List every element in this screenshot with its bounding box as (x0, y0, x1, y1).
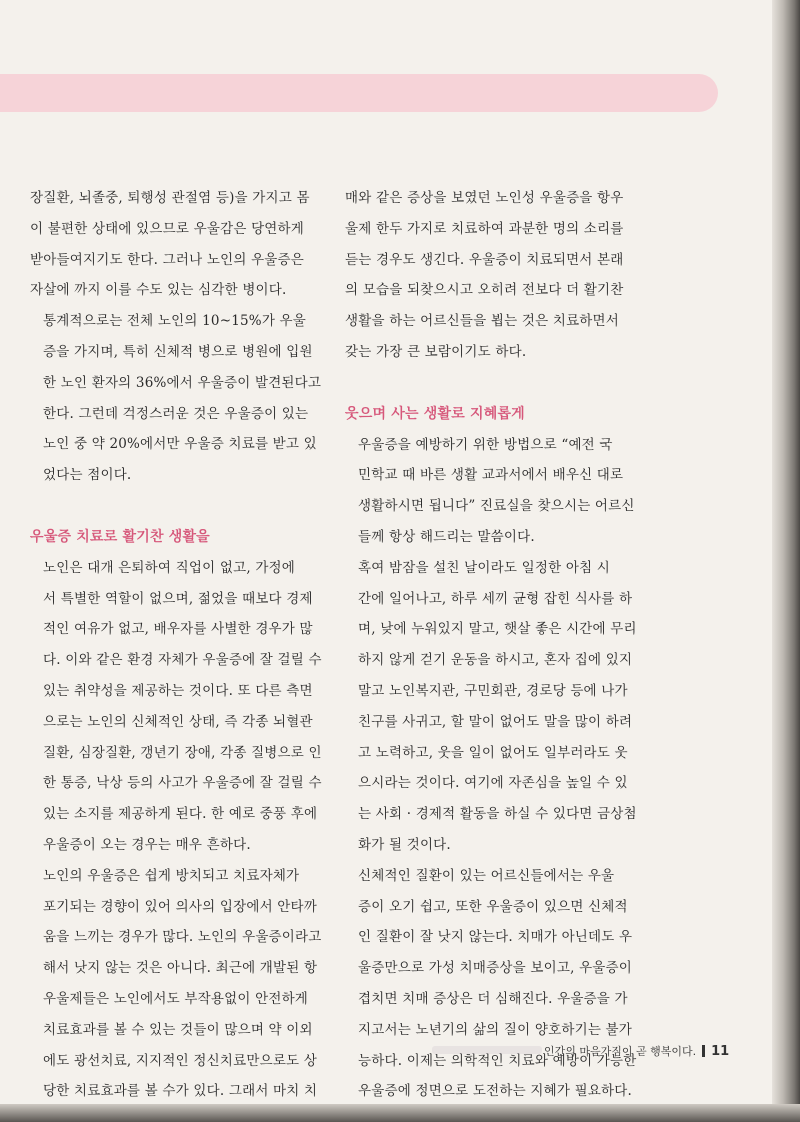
text-line: 있는 소지를 제공하게 된다. 한 예로 중풍 후에 (43, 806, 318, 823)
paragraph (345, 553, 637, 861)
text-line: 들께 항상 해드리는 말씀이다. (358, 528, 535, 545)
text-line: 증을 가지며, 특히 신체적 병으로 병원에 입원 (43, 343, 313, 360)
text-line: 노인의 우울증은 쉽게 방치되고 치료자체가 (43, 867, 300, 884)
text-line: 에도 광선치료, 지지적인 정신치료만으로도 상 (43, 1052, 318, 1069)
text-line: 며, 낮에 누워있지 말고, 햇살 좋은 시간에 무리 (358, 621, 637, 638)
page-edge-shadow (772, 0, 800, 1122)
section-heading: 웃으며 사는 생활로 지혜롭게 (345, 405, 525, 422)
text-line: 울증만으로 가성 치매증상을 보이고, 우울증이 (358, 960, 633, 977)
paragraph (30, 553, 322, 861)
text-line: 고 노력하고, 웃을 일이 없어도 일부러라도 웃 (358, 744, 628, 761)
paragraph (30, 306, 322, 491)
text-line: 통계적으로는 전체 노인의 10~15%가 우울 (43, 313, 307, 330)
text-line: 다. 이와 같은 환경 자체가 우울증에 잘 걸릴 수 (43, 652, 322, 669)
text-line: 서 특별한 역할이 없으며, 젊었을 때보다 경제 (43, 590, 313, 607)
section-spacer (345, 368, 621, 399)
text-line: 한 노인 환자의 36%에서 우울증이 발견된다고 (43, 374, 322, 391)
text-line: 는 사회 · 경제적 활동을 하실 수 있다면 금상첨 (358, 806, 637, 823)
text-line: 듣는 경우도 생긴다. 우울증이 치료되면서 본래 (345, 251, 624, 268)
text-line: 노인은 대개 은퇴하여 직업이 없고, 가정에 (43, 559, 296, 576)
text-line: 한다. 그런데 걱정스러운 것은 우울증이 있는 (43, 405, 309, 422)
text-line: 매와 같은 증상을 보였던 노인성 우울증을 항우 (345, 190, 624, 206)
text-line: 능하다. 이제는 의학적인 치료와 예방이 가능한 (358, 1052, 637, 1069)
left-column (30, 183, 322, 1107)
text-line: 혹여 밤잠을 설친 날이라도 일정한 아침 시 (358, 559, 611, 576)
text-line: 받아들여지기도 한다. 그러나 노인의 우울증은 (30, 251, 305, 268)
text-line: 친구를 사귀고, 할 말이 없어도 말을 많이 하려 (358, 713, 633, 730)
text-line: 이 불편한 상태에 있으므로 우울감은 당연하게 (30, 220, 305, 237)
text-line: 간에 일어나고, 하루 세끼 균형 잡힌 식사를 하 (358, 590, 633, 607)
text-line: 포기되는 경향이 있어 의사의 입장에서 안타까 (43, 898, 318, 915)
paragraph (345, 430, 635, 553)
section-spacer (30, 491, 312, 522)
text-line: 의 모습을 되찾으시고 오히려 전보다 더 활기찬 (345, 282, 624, 299)
text-line: 한 통증, 낙상 등의 사고가 우울증에 잘 걸릴 수 (43, 775, 322, 792)
text-line: 화가 될 것이다. (358, 836, 451, 853)
text-line: 울제 한두 가지로 치료하여 과분한 명의 소리를 (345, 220, 624, 237)
text-line: 질환, 심장질환, 갱년기 장애, 각종 질병으로 인 (43, 744, 322, 761)
footer-faded-text (432, 1046, 542, 1054)
paragraph (345, 861, 637, 1107)
top-banner (0, 74, 718, 112)
text-line: 적인 여유가 없고, 배우자를 사별한 경우가 많 (43, 621, 313, 638)
page-footer (544, 1043, 729, 1059)
text-line: 치료효과를 볼 수 있는 것들이 많으며 약 이외 (43, 1021, 313, 1038)
text-line: 말고 노인복지관, 구민회관, 경로당 등에 나가 (358, 682, 628, 699)
page-number: 11 (711, 1043, 730, 1059)
text-line: 우울증을 예방하기 위한 방법으로 “예전 국 (358, 436, 613, 453)
text-line: 었다는 점이다. (43, 467, 132, 484)
text-line: 장질환, 뇌졸중, 퇴행성 관절염 등)을 가지고 몸 (30, 190, 310, 206)
text-line: 해서 낫지 않는 것은 아니다. 최근에 개발된 항 (43, 960, 318, 977)
text-line: 민학교 때 바른 생활 교과서에서 배우신 대로 (358, 467, 624, 484)
text-line: 움을 느끼는 경우가 많다. 노인의 우울증이라고 (43, 929, 322, 946)
text-line: 갖는 가장 큰 보람이기도 하다. (345, 343, 527, 360)
text-line: 우울제들은 노인에서도 부작용없이 안전하게 (43, 990, 309, 1007)
text-line: 당한 치료효과를 볼 수가 있다. 그래서 마치 치 (43, 1083, 318, 1100)
text-line: 지고서는 노년기의 삶의 질이 양호하기는 불가 (358, 1021, 633, 1038)
footer-slogan: 인간의 마음가짐이 곧 행복이다. (544, 1045, 697, 1058)
text-line: 있는 취약성을 제공하는 것이다. 또 다른 측면 (43, 682, 313, 699)
text-line: 생활을 하는 어르신들을 뵙는 것은 치료하면서 (345, 313, 620, 330)
right-column (345, 183, 637, 1107)
text-line: 으시라는 것이다. 여기에 자존심을 높일 수 있 (358, 775, 628, 792)
text-line: 증이 오기 쉽고, 또한 우울증이 있으면 신체적 (358, 898, 628, 915)
text-line: 겹치면 치매 증상은 더 심해진다. 우울증을 가 (358, 990, 628, 1007)
text-line: 신체적인 질환이 있는 어르신들에서는 우울 (358, 867, 615, 884)
text-line: 우울증에 정면으로 도전하는 지혜가 필요하다. (358, 1083, 633, 1100)
text-line: 하지 않게 걷기 운동을 하시고, 혼자 집에 있지 (358, 652, 633, 669)
text-line: 자살에 까지 이를 수도 있는 심각한 병이다. (30, 282, 287, 299)
text-line: 우울증이 오는 경우는 매우 흔하다. (43, 836, 251, 853)
text-line: 인 질환이 잘 낫지 않는다. 치매가 아닌데도 우 (358, 929, 633, 946)
paragraph (345, 183, 624, 368)
text-line: 생활하시면 됩니다” 진료실을 찾으시는 어르신 (358, 498, 635, 515)
paragraph (30, 861, 322, 1107)
text-line: 노인 중 약 20%에서만 우울증 치료를 받고 있 (43, 436, 317, 453)
section-heading: 우울증 치료로 활기찬 생활을 (30, 528, 210, 545)
footer-divider (702, 1045, 705, 1057)
paragraph (30, 183, 312, 306)
text-line: 으로는 노인의 신체적인 상태, 즉 각종 뇌혈관 (43, 713, 313, 730)
